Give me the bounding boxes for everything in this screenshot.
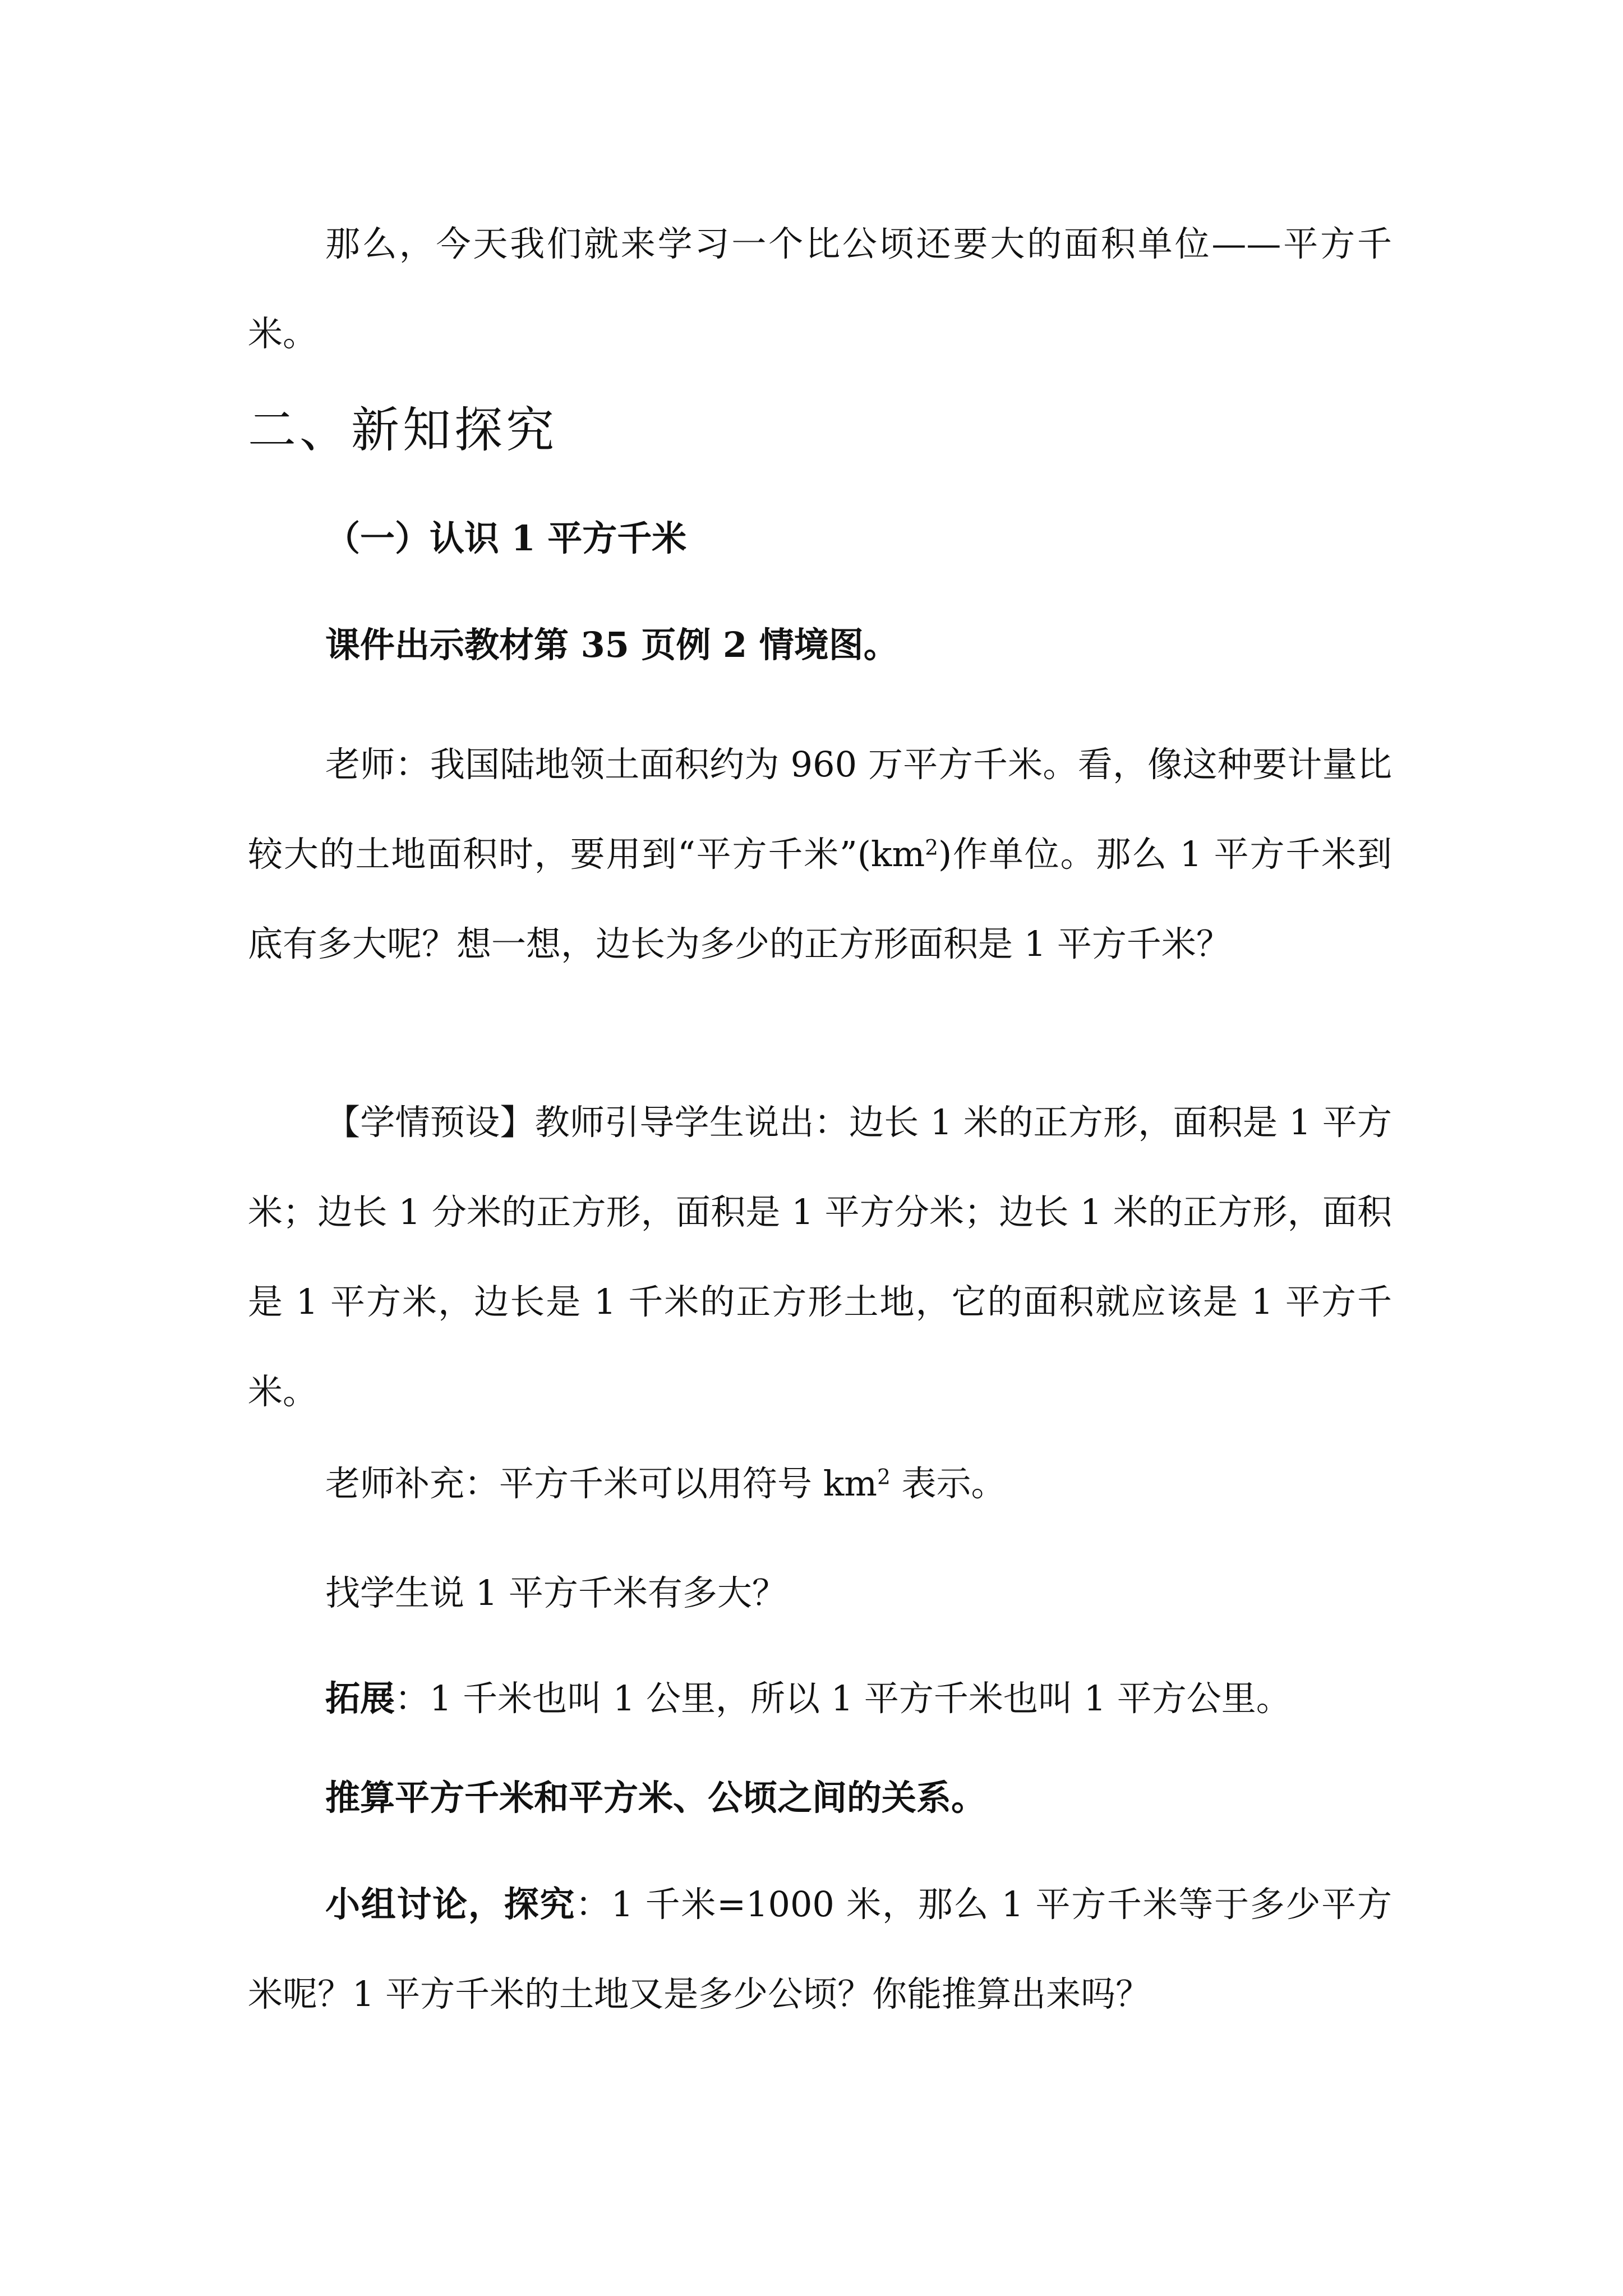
- supplement-text: 老师补充：平方千米可以用符号 km: [325, 1463, 878, 1504]
- intro-paragraph: 那么，今天我们就来学习一个比公顷还要大的面积单位——平方千米。: [248, 223, 1392, 354]
- supplement-tail: 表示。: [890, 1463, 1006, 1504]
- teacher-paragraph: [248, 720, 1392, 989]
- expand-line: [325, 1676, 1291, 1721]
- preset-paragraph: 【学情预设】教师引导学生说出：边长 1 米的正方形，面积是 1 平方米；边长 1 分米的正方形，面积是 1 平方分米；边长 1 米的正方形，面积是 1 平方米，边长是 1 千米的正方形土地，它的面积就应该是 1 平方千米。: [248, 1102, 1392, 1412]
- section-heading: 二、新知探究: [248, 402, 557, 458]
- ask-students-line: 找学生说 1 平方千米有多大？: [325, 1572, 787, 1613]
- group-discussion-label: 小组讨论，探究: [325, 1884, 576, 1925]
- subsection-heading: （一）认识 1 平方千米: [325, 518, 687, 559]
- courseware-line: 课件出示教材第 35 页例 2 情境图。: [325, 624, 898, 665]
- derive-line: 推算平方千米和平方米、公顷之间的关系。: [325, 1777, 986, 1818]
- teacher-supplement: [325, 1461, 1006, 1506]
- expand-label: 拓展: [325, 1678, 395, 1719]
- teacher-paragraph-text-cont: )作单位。那么 1 平方千米到底有多大呢？想一想，边长为多少的正方形面积是 1 平方千米？: [248, 834, 1392, 964]
- expand-text: ：1 千米也叫 1 公里，所以 1 平方千米也叫 1 平方公里。: [395, 1678, 1291, 1719]
- superscript: 2: [925, 835, 938, 860]
- superscript: 2: [877, 1464, 891, 1489]
- group-discussion-text: ：1 千米=1000 米，那么 1 平方千米等于多少平方米呢？1 平方千米的土地又是多少公顷？你能推算出来吗？: [248, 1884, 1392, 2014]
- group-discussion-paragraph: [248, 1860, 1392, 2039]
- teacher-paragraph-text: 老师：我国陆地领土面积约为 960 万平方千米。看，像这种要计量比较大的土地面积时，要用到“平方千米”(km: [248, 744, 1392, 875]
